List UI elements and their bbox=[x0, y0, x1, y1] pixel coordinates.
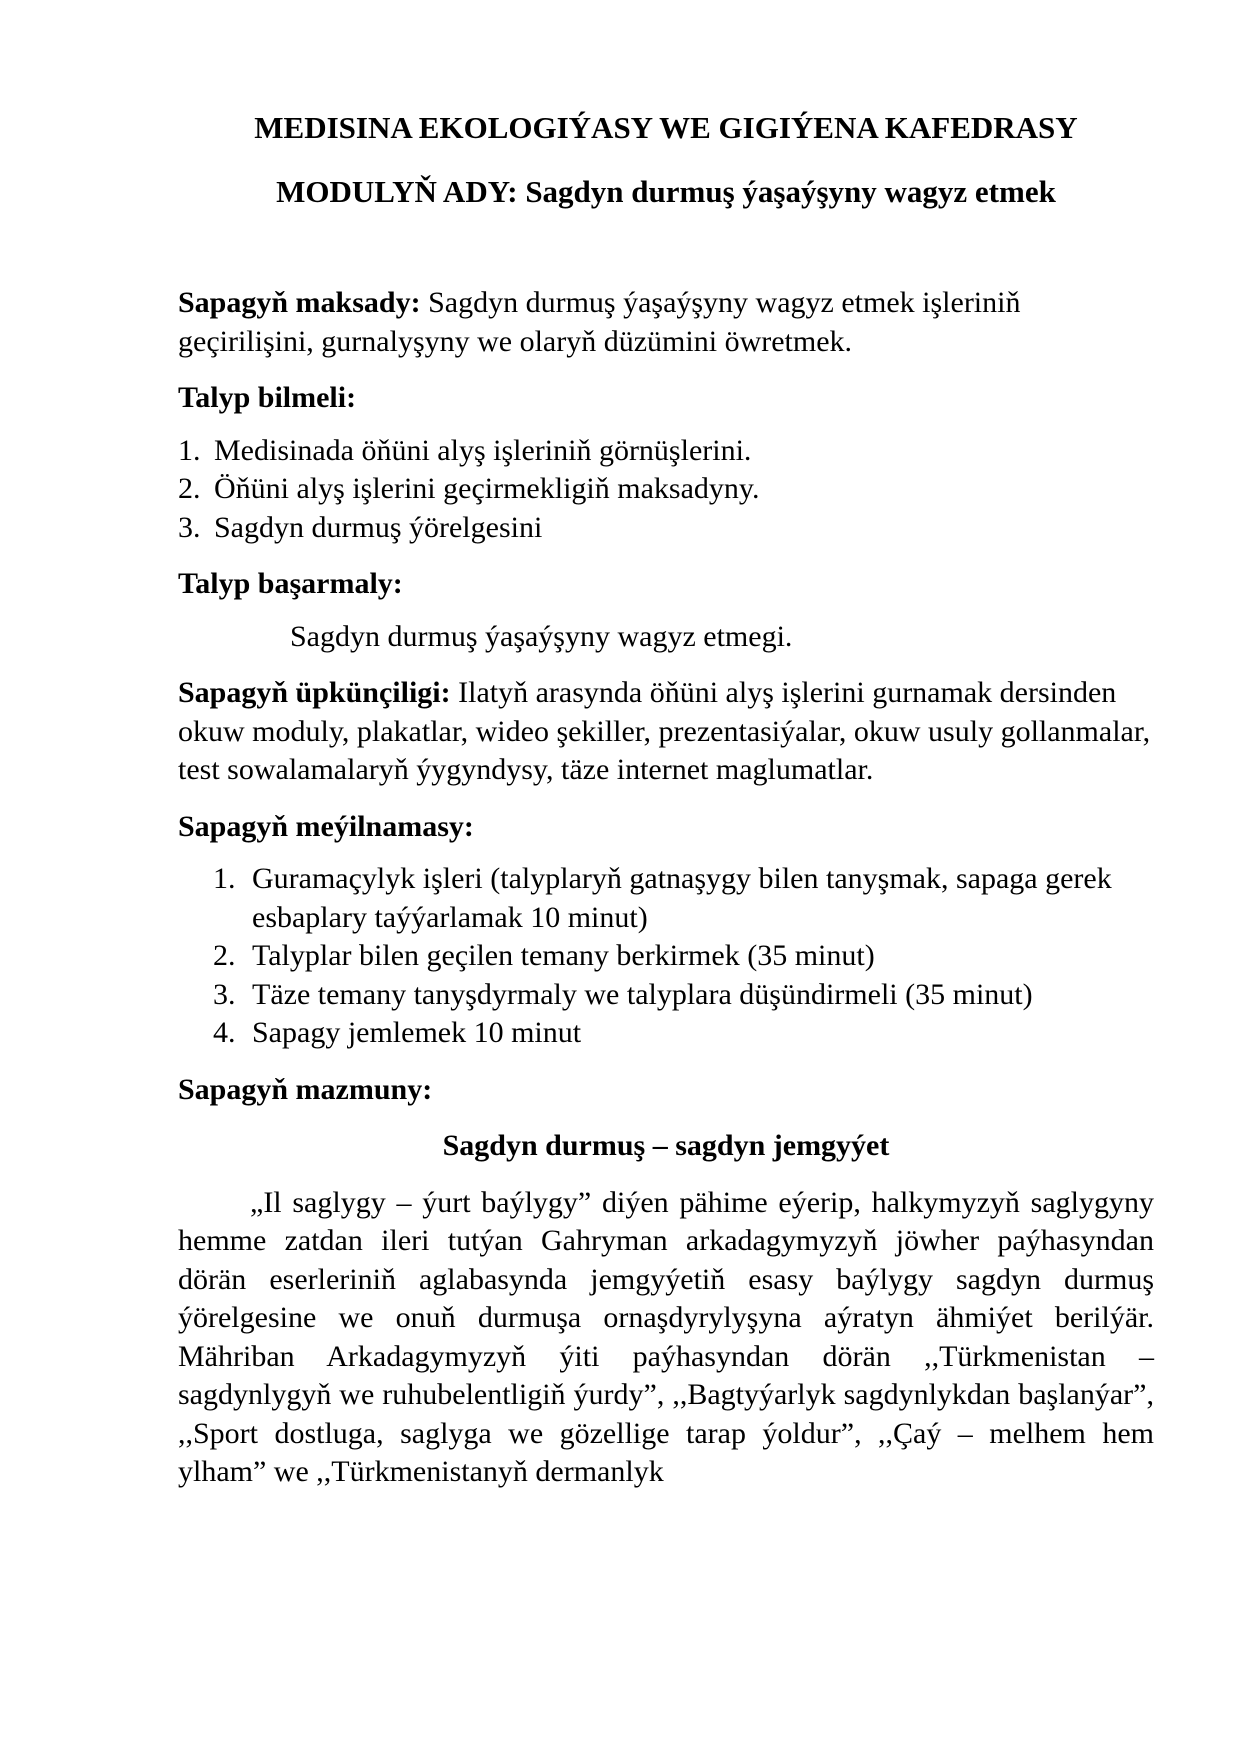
must-know-heading: Talyp bilmeli: bbox=[178, 381, 357, 414]
content-paragraph: „Il saglygy – ýurt baýlygy” diýen pähime eýerip, halkymyzyň saglygyny hemme zatdan ileri tutýan Gahryman arkadagymyzyň jöwher paýhasyndan dörän eserleriniň aglabasynda jemgyýetiň esasy baýlygy sagdyn durmuş ýörelgesine we onuň durmuşa ornaşdyrylyşyna aýratyn ähmiýet berilýär. Mähriban Arkadagymyzyň ýiti paýhasyndan dörän ,,Türkmenistan – sagdynlygyň we ruhubelentligiň ýurdy”, ,,Bagtyýarlyk sagdynlykdan başlanýar”, ,,Sport dostluga, saglyga we gözellige tarap ýoldur”, ,,Çaý – melhem hem ylham” we ,,Türkmenistanyň dermanlyk bbox=[178, 1185, 1154, 1488]
list-item bbox=[178, 509, 1154, 548]
list-item bbox=[213, 937, 1154, 976]
content-subtitle: Sagdyn durmuş – sagdyn jemgyýet bbox=[442, 1129, 890, 1162]
list-item-number: 1. bbox=[213, 862, 236, 895]
plan-heading: Sapagyň meýilnamasy: bbox=[178, 809, 474, 843]
list-item bbox=[178, 470, 1154, 509]
equipment-label: Sapagyň üpkünçiligi: bbox=[178, 676, 451, 709]
equipment-text: Ilatyň arasynda öňüni alyş işlerini gurnamak dersinden okuw moduly, plakatlar, wideo şekiller, prezentasiýalar, okuw usuly gollanmalar, test sowalamalaryň ýygyndysy, täze internet maglumatlar. bbox=[178, 676, 1151, 786]
list-item-text: Öňüni alyş işlerini geçirmekligiň maksadyny. bbox=[214, 472, 760, 505]
aim-label: Sapagyň maksady: bbox=[178, 286, 421, 319]
list-item bbox=[178, 432, 1154, 471]
list-item-text: Talyplar bilen geçilen temany berkirmek (35 minut) bbox=[252, 939, 875, 972]
list-item-text: Täze temany tanyşdyrmaly we talyplara düşündirmeli (35 minut) bbox=[252, 977, 1033, 1011]
list-item-number: 4. bbox=[213, 1016, 236, 1049]
list-item-text: Guramaçylyk işleri (talyplaryň gatnaşygy bilen tanyşmak, sapaga gerek esbaplary taýýarlamak 10 minut) bbox=[252, 862, 1112, 934]
list-item-number: 2. bbox=[178, 472, 201, 505]
list-item-number: 2. bbox=[213, 939, 236, 972]
list-item-text: Sagdyn durmuş ýörelgesini bbox=[214, 510, 543, 544]
aim-paragraph bbox=[178, 284, 1154, 361]
must-know-list bbox=[178, 432, 1154, 548]
list-item-number: 1. bbox=[178, 433, 201, 467]
list-item bbox=[213, 976, 1154, 1015]
document-page bbox=[178, 108, 1154, 1492]
must-do-text: Sagdyn durmuş ýaşaýşyny wagyz etmegi. bbox=[290, 619, 793, 653]
plan-list bbox=[178, 860, 1154, 1053]
list-item bbox=[213, 1014, 1154, 1053]
aim-text: Sagdyn durmuş ýaşaýşyny wagyz etmek işleriniň geçirilişini, gurnalyşyny we olaryň düzümini öwretmek. bbox=[178, 286, 1021, 358]
list-item bbox=[213, 860, 1154, 937]
content-heading: Sapagyň mazmuny: bbox=[178, 1072, 433, 1106]
must-do-heading: Talyp başarmaly: bbox=[178, 567, 403, 600]
equipment-paragraph bbox=[178, 674, 1154, 790]
department-title: MEDISINA EKOLOGIÝASY WE GIGIÝENA KAFEDRASY bbox=[254, 110, 1078, 145]
list-item-text: Medisinada öňüni alyş işleriniň görnüşlerini. bbox=[214, 433, 752, 467]
list-item-number: 3. bbox=[178, 510, 201, 544]
list-item-number: 3. bbox=[213, 977, 236, 1011]
module-title: MODULYŇ ADY: Sagdyn durmuş ýaşaýşyny wagyz etmek bbox=[276, 174, 1056, 209]
list-item-text: Sapagy jemlemek 10 minut bbox=[252, 1016, 582, 1049]
